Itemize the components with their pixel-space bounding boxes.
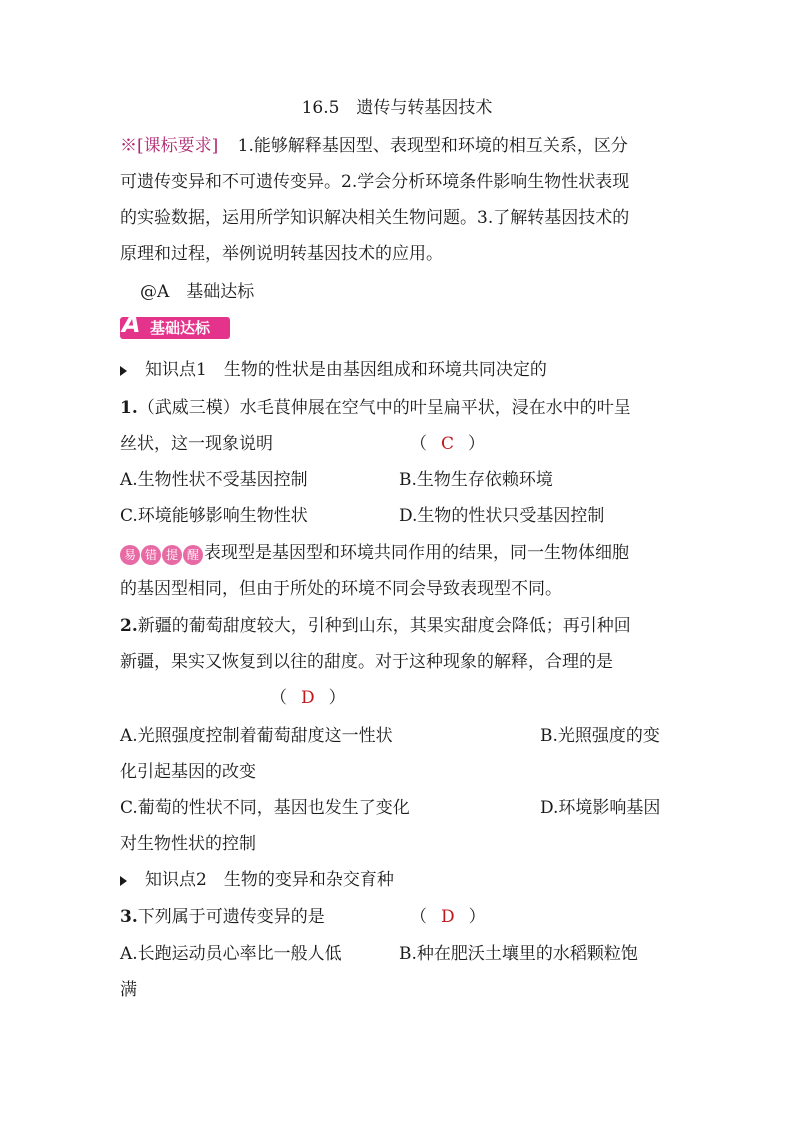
q3-text-1: 下列属于可遗传变异的是 — [137, 907, 325, 927]
knowledge-point-2 — [120, 868, 394, 892]
q2-line-2: 新疆，果实又恢复到以往的甜度。对于这种现象的解释，合理的是 — [120, 652, 613, 672]
q3-number: 3. — [120, 907, 138, 927]
q3-paren-open: （ — [410, 907, 427, 927]
triangle-bullet-icon — [120, 366, 127, 376]
q3-answer-bracket — [410, 905, 486, 929]
q1-option-d: D.生物的性状只受基因控制 — [399, 506, 605, 526]
hint-line-2: 的基因型相同，但由于所处的环境不同会导致表现型不同。 — [120, 579, 562, 599]
q1-line-1 — [120, 396, 631, 420]
q1-line-2 — [120, 432, 486, 456]
section-tag-label: 基础达标 — [150, 319, 211, 337]
q3-option-b-2: 满 — [120, 980, 137, 1000]
hint-line-1 — [120, 541, 629, 566]
hint-badge-char-3: 提 — [162, 545, 182, 565]
knowledge-point-1-text: 知识点1 生物的性状是由基因组成和环境共同决定的 — [145, 360, 547, 380]
requirement-label: ※[课标要求] — [120, 136, 219, 156]
q1-paren-close: ） — [468, 434, 486, 454]
requirement-line-1 — [120, 134, 628, 158]
knowledge-point-2-text: 知识点2 生物的变异和杂交育种 — [145, 870, 394, 890]
q3-option-b-1: B.种在肥沃土壤里的水稻颗粒饱 — [399, 944, 638, 964]
requirement-line-2: 可遗传变异和不可遗传变异。2.学会分析环境条件影响生物性状表现 — [120, 172, 630, 192]
q3-paren-close: ） — [468, 907, 486, 927]
requirement-line-3: 的实验数据，运用所学知识解决相关生物问题。3.了解转基因技术的 — [120, 208, 630, 228]
q3-answer: D — [441, 907, 455, 927]
requirement-line-4: 原理和过程，举例说明转基因技术的应用。 — [120, 244, 443, 264]
q2-line-1 — [120, 614, 631, 638]
section-text: @A 基础达标 — [140, 282, 255, 302]
q2-answer: D — [301, 688, 315, 708]
q2-paren-open: （ — [270, 688, 287, 708]
knowledge-point-1 — [120, 358, 547, 382]
q1-text-2: 丝状，这一现象说明 — [120, 434, 273, 454]
q2-option-d-2: 对生物性状的控制 — [120, 834, 256, 854]
q2-option-a: A.光照强度控制着葡萄甜度这一性状 — [120, 726, 393, 746]
section-tag-letter: A — [122, 310, 141, 338]
hint-badge — [120, 542, 204, 566]
q1-option-c: C.环境能够影响生物性状 — [120, 506, 308, 526]
section-tag — [120, 310, 230, 339]
q3-line-1 — [120, 905, 486, 929]
q1-option-b: B.生物生存依赖环境 — [399, 470, 553, 490]
q2-option-d-1: D.环境影响基因 — [540, 798, 661, 818]
q2-option-c: C.葡萄的性状不同，基因也发生了变化 — [120, 798, 410, 818]
hint-badge-char-2: 错 — [141, 545, 161, 565]
hint-badge-char-4: 醒 — [183, 545, 203, 565]
page-title: 16.5 遗传与转基因技术 — [301, 98, 493, 118]
q1-text-1: （武威三模）水毛茛伸展在空气中的叶呈扁平状，浸在水中的叶呈 — [137, 398, 631, 418]
q3-option-a: A.长跑运动员心率比一般人低 — [120, 944, 342, 964]
q1-answer-bracket — [410, 432, 485, 456]
q1-option-a: A.生物性状不受基因控制 — [120, 470, 308, 490]
q1-number: 1. — [120, 398, 138, 418]
hint-badge-char-1: 易 — [120, 545, 140, 565]
q2-answer-bracket — [270, 686, 346, 710]
q2-number: 2. — [120, 616, 138, 636]
q2-text-1: 新疆的葡萄甜度较大，引种到山东，其果实甜度会降低；再引种回 — [137, 616, 631, 636]
q2-paren-close: ） — [328, 688, 346, 708]
hint-text-1: 表现型是基因型和环境共同作用的结果，同一生物体细胞 — [204, 543, 629, 563]
q2-option-b-1: B.光照强度的变 — [540, 726, 660, 746]
q2-option-b-2: 化引起基因的改变 — [120, 762, 256, 782]
q1-answer: C — [441, 434, 455, 454]
q1-paren-open: （ — [410, 434, 427, 454]
triangle-bullet-icon — [120, 876, 127, 886]
requirement-text-1: 1.能够解释基因型、表现型和环境的相互关系，区分 — [237, 136, 628, 156]
